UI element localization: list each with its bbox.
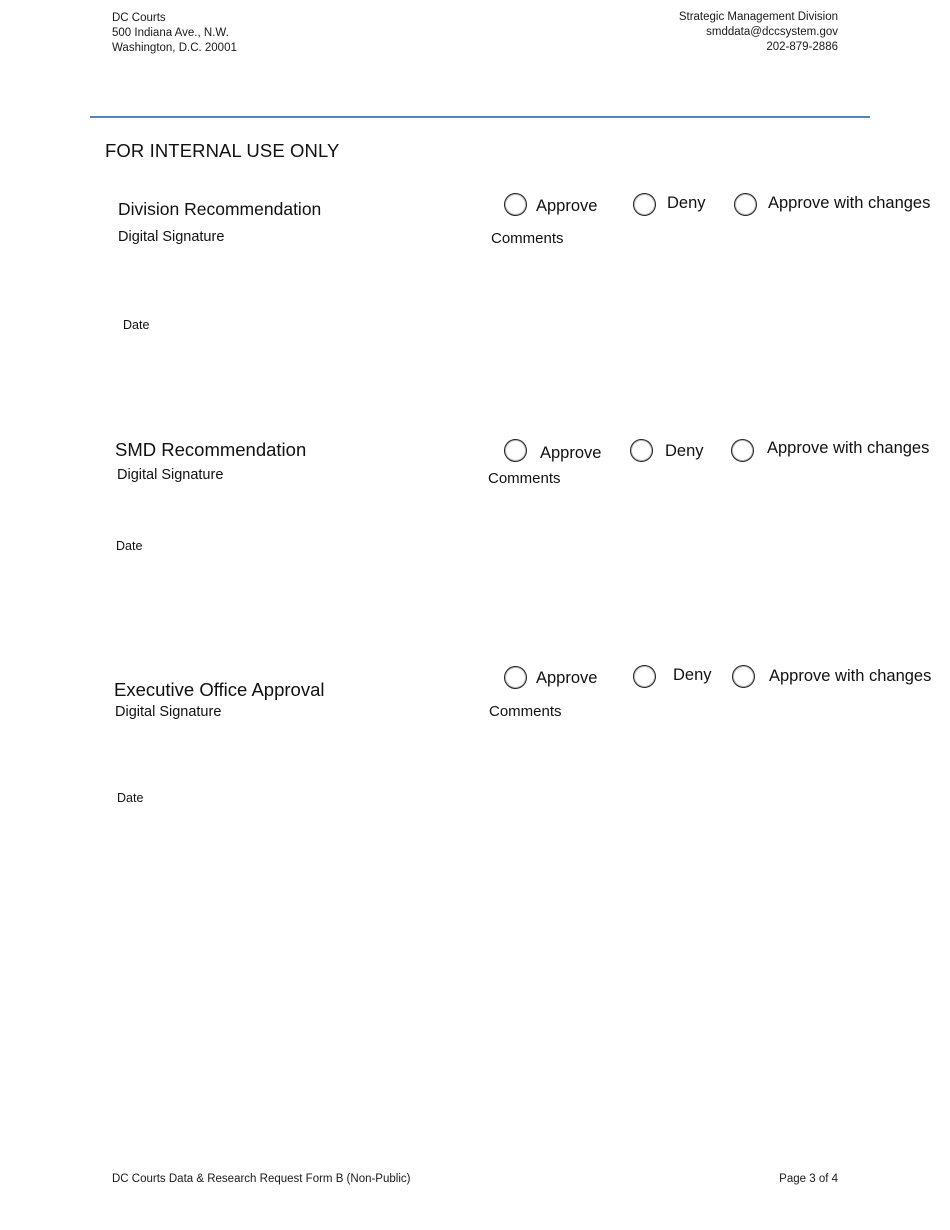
org-name: DC Courts	[112, 12, 166, 24]
footer-page-number: Page 3 of 4	[779, 1173, 838, 1185]
contact-email: smddata@dccsystem.gov	[706, 26, 838, 38]
smd-comments-label: Comments	[488, 470, 561, 487]
smd-deny-label: Deny	[665, 442, 704, 460]
division-approve-with-changes-label: Approve with changes	[768, 194, 931, 212]
executive-signature-label: Digital Signature	[115, 704, 222, 720]
smd-approve-label: Approve	[540, 444, 602, 462]
executive-approve-with-changes-label: Approve with changes	[769, 667, 932, 685]
division-approve-with-changes-radio[interactable]	[734, 193, 757, 216]
division-recommendation-title: Division Recommendation	[118, 199, 322, 219]
executive-approve-label: Approve	[536, 669, 598, 687]
executive-approve-radio[interactable]	[504, 666, 527, 689]
division-deny-label: Deny	[667, 194, 706, 212]
smd-approve-with-changes-label: Approve with changes	[767, 439, 930, 457]
division-signature-label: Digital Signature	[118, 229, 225, 245]
internal-use-title: FOR INTERNAL USE ONLY	[105, 140, 340, 161]
city-address: Washington, D.C. 20001	[112, 42, 237, 54]
executive-office-approval-title: Executive Office Approval	[114, 679, 325, 700]
smd-recommendation-title: SMD Recommendation	[115, 439, 307, 460]
smd-date-label: Date	[116, 539, 143, 553]
street-address: 500 Indiana Ave., N.W.	[112, 27, 229, 39]
header-address	[112, 11, 237, 56]
smd-deny-radio[interactable]	[630, 439, 653, 462]
contact-phone: 202-879-2886	[766, 41, 838, 53]
executive-deny-radio[interactable]	[633, 665, 656, 688]
smd-approve-with-changes-radio[interactable]	[731, 439, 754, 462]
executive-approve-with-changes-radio[interactable]	[732, 665, 755, 688]
smd-signature-label: Digital Signature	[117, 467, 224, 483]
executive-deny-label: Deny	[673, 666, 712, 684]
division-comments-label: Comments	[491, 230, 564, 247]
executive-date-label: Date	[117, 791, 144, 805]
executive-comments-label: Comments	[489, 703, 562, 720]
header-contact	[679, 10, 838, 55]
division-date-label: Date	[123, 318, 150, 332]
footer-form-name: DC Courts Data & Research Request Form B (Non-Public)	[112, 1173, 411, 1185]
division-approve-radio[interactable]	[504, 193, 527, 216]
division-deny-radio[interactable]	[633, 193, 656, 216]
division-name: Strategic Management Division	[678, 11, 838, 23]
header-divider	[90, 116, 870, 118]
division-approve-label: Approve	[536, 197, 598, 215]
smd-approve-radio[interactable]	[504, 439, 527, 462]
